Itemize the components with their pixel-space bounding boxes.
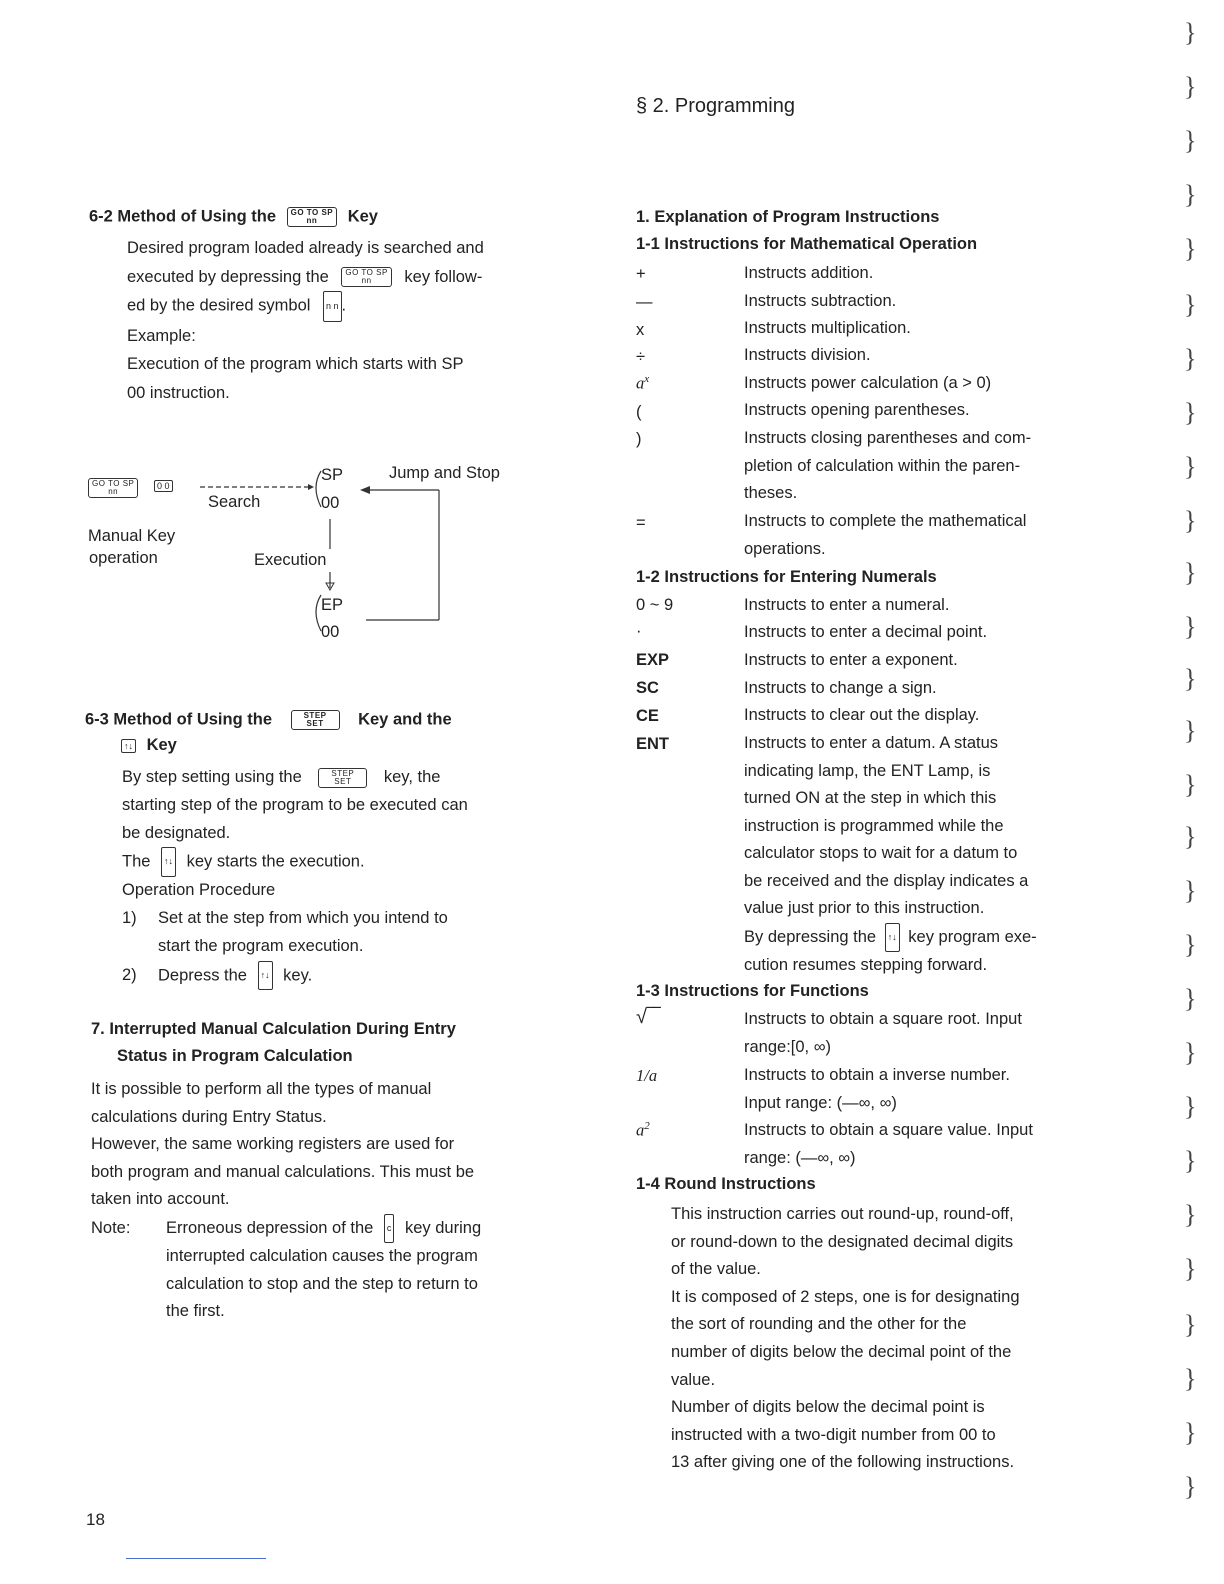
symbol-divide: ÷ [636, 348, 646, 366]
execution-diagram [88, 455, 538, 655]
heading-6-3: 6-3 Method of Using the STEP SET Key and the [85, 710, 452, 729]
desc: Instructs to change a sign. [744, 679, 937, 697]
binding-mark: } [1184, 612, 1197, 641]
symbol-decimal: · [636, 622, 642, 640]
symbol-ce: CE [636, 707, 659, 725]
symbol-ent: ENT [636, 735, 669, 753]
desc: Instructs power calculation (a > 0) [744, 374, 992, 392]
binding-mark: } [1184, 290, 1197, 319]
zero-keys-icon: 0 0 [154, 480, 173, 492]
text-line: both program and manual calculations. This must be [91, 1162, 475, 1181]
binding-mark: } [1184, 1364, 1197, 1393]
binding-mark: } [1184, 822, 1197, 851]
section-7 [91, 1020, 531, 1326]
text-line: interrupted calculation causes the program [166, 1247, 478, 1265]
binding-mark: } [1184, 930, 1197, 959]
heading-1-4: 1-4 Round Instructions [636, 1175, 816, 1193]
ep-number: 00 [321, 623, 340, 641]
heading-1-3: 1-3 Instructions for Functions [636, 982, 869, 1000]
binding-mark: } [1184, 398, 1197, 427]
symbol-n-icon: n n [323, 291, 342, 322]
section-title: § 2. Programming [636, 95, 795, 117]
symbol-close-paren: ) [636, 430, 642, 448]
section-6-3 [85, 710, 525, 990]
step-set-key-icon: STEP SET [318, 768, 367, 788]
run-key-icon: ↑↓ [161, 847, 176, 877]
list-item: 2) Depress the ↑↓ key. [122, 961, 525, 991]
heading-7: 7. Interrupted Manual Calculation During Entry [91, 1020, 456, 1038]
desc: Instructs to enter a exponent. [744, 651, 958, 669]
example-label: Example: [127, 326, 196, 345]
search-label: Search [208, 493, 261, 511]
symbol-open-paren: ( [636, 403, 642, 421]
text-line: taken into account. [91, 1190, 230, 1208]
binding-mark: } [1184, 18, 1197, 47]
text-line: be designated. [122, 823, 231, 842]
desc-ent: Instructs to enter a datum. A status indicating lamp, the ENT Lamp, is turned ON at the step in which this instruction is programmed while the calculator stops to wait for a datum to be received and the display indicates a value just prior to this instruction. By depressing the ↑↓ key program exe- cution resumes stepping forward. [744, 734, 1037, 974]
binding-mark: } [1184, 344, 1197, 373]
binding-mark: } [1184, 1254, 1197, 1283]
desc: Instructs to obtain a square root. Input range:[0, ∞) [744, 1010, 1022, 1056]
step-set-key-icon: STEP SET [291, 710, 340, 730]
manual-key-label: Manual Key [88, 527, 176, 545]
text-line: the first. [166, 1302, 225, 1320]
bottom-rule [126, 1558, 266, 1559]
text-line: 00 instruction. [127, 383, 230, 402]
binding-mark: } [1184, 1092, 1197, 1121]
desc: Instructs subtraction. [744, 292, 897, 310]
note: Note: Erroneous depression of the c key during [91, 1214, 531, 1244]
binding-mark: } [1184, 716, 1197, 745]
ep-label: EP [321, 596, 344, 614]
desc: Instructs addition. [744, 264, 874, 282]
binding-mark: } [1184, 770, 1197, 799]
note-label: Note: [91, 1218, 131, 1237]
jump-and-stop-label: Jump and Stop [389, 464, 500, 482]
binding-mark: } [1184, 72, 1197, 101]
symbol-digits: 0 ~ 9 [636, 596, 674, 614]
desc: Instructs to obtain a inverse number. Input range: (—∞, ∞) [744, 1066, 1010, 1112]
symbol-minus: — [636, 293, 653, 311]
section-6-2 [89, 207, 529, 407]
binding-mark: } [1184, 234, 1197, 263]
binding-mark: } [1184, 1038, 1197, 1067]
binding-mark: } [1184, 1200, 1197, 1229]
heading-1-2: 1-2 Instructions for Entering Numerals [636, 568, 937, 586]
heading-6-2-suffix: Key [347, 207, 378, 226]
list-item-cont: start the program execution. [158, 936, 364, 955]
text-line: The ↑↓ key starts the execution. [122, 847, 525, 877]
right-column [636, 208, 1076, 1488]
binding-mark: } [1184, 506, 1197, 535]
symbol-power: $a^x$ [636, 373, 650, 393]
symbol-equals: = [636, 514, 646, 532]
desc: Instructs to enter a numeral. [744, 596, 950, 614]
text-line: However, the same working registers are used for [91, 1135, 455, 1153]
binding-mark: } [1184, 664, 1197, 693]
binding-edge [1158, 0, 1218, 1584]
binding-mark: } [1184, 984, 1197, 1013]
desc: Instructs multiplication. [744, 319, 911, 337]
sp-label: SP [321, 466, 344, 484]
binding-mark: } [1184, 1418, 1197, 1447]
text-line: By step setting using the STEP SET key, the [122, 768, 441, 786]
sqrt-icon: √‾‾ [636, 1006, 661, 1028]
desc: Instructs opening parentheses. [744, 401, 970, 419]
heading-6-2-prefix: 6-2 Method of Using the [89, 207, 276, 226]
symbol-exp: EXP [636, 651, 670, 669]
run-key-icon: ↑↓ [121, 739, 136, 753]
go-to-sp-key-icon: GO TO SP nn [88, 478, 138, 498]
list-item: 1) Set at the step from which you intend to [122, 908, 448, 927]
desc: Instructs to clear out the display. [744, 706, 980, 724]
go-to-sp-key-icon: GO TO SP nn [287, 207, 338, 227]
heading-6-2 [89, 207, 529, 234]
binding-mark: } [1184, 1310, 1197, 1339]
text-line: It is possible to perform all the types of manual [91, 1080, 432, 1098]
text-line: Execution of the program which starts with SP [127, 355, 464, 373]
sp-number: 00 [321, 494, 340, 512]
binding-mark: } [1184, 452, 1197, 481]
heading-7-cont: Status in Program Calculation [117, 1047, 353, 1065]
binding-mark: } [1184, 558, 1197, 587]
desc: Instructs to obtain a square value. Input range: (—∞, ∞) [744, 1121, 1033, 1167]
symbol-inverse: 1/a [636, 1066, 658, 1085]
symbol-square: $a^2$ [636, 1120, 650, 1140]
go-to-sp-key-icon: GO TO SP nn [341, 267, 391, 287]
run-key-icon: ↑↓ [885, 923, 900, 953]
text-line: calculation to stop and the step to return to [166, 1274, 478, 1293]
symbol-times: x [636, 321, 645, 339]
symbol-sc: SC [636, 679, 659, 697]
heading-1: 1. Explanation of Program Instructions [636, 208, 940, 226]
page-number: 18 [86, 1510, 105, 1529]
run-key-icon: ↑↓ [258, 961, 273, 991]
desc: Instructs division. [744, 346, 871, 364]
symbol-plus: + [636, 265, 646, 283]
binding-mark: } [1184, 1146, 1197, 1175]
text-line: calculations during Entry Status. [91, 1107, 327, 1126]
heading-6-3-cont: ↑↓ Key [85, 736, 525, 764]
text-line: starting step of the program to be executed can [122, 795, 468, 814]
desc: Instructs to enter a decimal point. [744, 623, 988, 641]
binding-mark: } [1184, 876, 1197, 905]
desc: Instructs closing parentheses and com- pletion of calculation within the paren- theses. [744, 429, 1032, 502]
manual-operation-label: operation [89, 549, 158, 567]
text-line: Desired program loaded already is searched and [127, 239, 484, 257]
binding-mark: } [1184, 126, 1197, 155]
c-key-icon: c [384, 1214, 395, 1244]
heading-1-1: 1-1 Instructions for Mathematical Operation [636, 235, 978, 253]
execution-label: Execution [254, 551, 327, 569]
text-line: executed by depressing the GO TO SP nn key follow- [127, 267, 483, 286]
binding-mark: } [1184, 180, 1197, 209]
text-line: ed by the desired symbol n n . [127, 291, 529, 322]
round-text: This instruction carries out round-up, round-off, or round-down to the designated decimal digits of the value. It is composed of 2 steps, one is for designating the sort of rounding and the other for the number of digits below the decimal point of the value. Number of digits below the decimal point is instructed with a two-digit number from 00 to 13 after giving one of the following instructions. [671, 1205, 1020, 1472]
binding-mark: } [1184, 1472, 1197, 1501]
operation-procedure-label: Operation Procedure [122, 881, 276, 900]
desc: Instructs to complete the mathematical operations. [744, 512, 1027, 558]
